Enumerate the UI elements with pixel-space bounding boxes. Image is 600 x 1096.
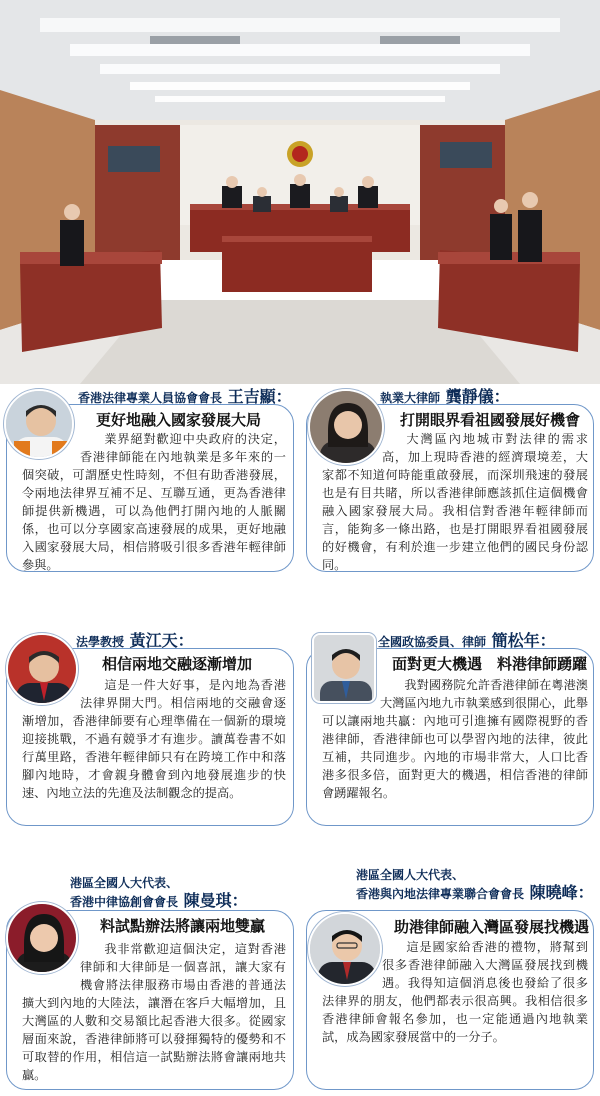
speaker-name: 陳曉峰： xyxy=(529,883,594,902)
quote-headline: 助港律師融入灣區發展找機遇 xyxy=(394,918,590,936)
quote-headline: 料試點辦法將讓兩地雙贏 xyxy=(100,917,266,935)
quote-headline: 打開眼界看祖國發展好機會 xyxy=(400,411,581,429)
avatar-wrap-spacer xyxy=(22,676,80,712)
speaker-header xyxy=(356,868,594,903)
avatar-wrap-spacer xyxy=(322,676,380,712)
quote-body: 我對國務院允許香港律師在粵港澳大灣區內地九市執業感到很開心，此舉可以讓兩地共贏：內地可引進擁有國際視野的香港律師，香港律師也可以學習內地的法律，彼此互補，共同進步。內地的市場非常大，人口比香港多很多倍，面對更大的機遇，相信香港的律師會踴躍報名。 xyxy=(322,678,588,800)
avatar-wrap-spacer xyxy=(22,940,80,994)
speaker-title-line1: 港區全國人大代表、 xyxy=(356,868,465,882)
speaker-title: 執業大律師 xyxy=(380,391,441,405)
quote-body: 大灣區內地城市對法律的需求高，加上現時香港的經濟環境差，大家都不知道何時能重啟發展，而深圳飛速的發展也是有目共睹，所以香港律師應該抓住這個機會融入國家發展大局。我相信對香港年輕律師而言，能夠多一條出路，也是打開眼界看祖國發展的好機會，有利於進一步建立他們的國民身份認同。 xyxy=(322,432,588,572)
quote-headline: 相信兩地交融逐漸增加 xyxy=(102,655,253,673)
courtroom-image xyxy=(0,0,600,384)
speaker-title: 香港中律協創會會長 xyxy=(70,895,179,909)
speaker-title-line1: 港區全國人大代表、 xyxy=(70,876,179,890)
avatar-wrap-spacer xyxy=(322,430,382,466)
speaker-header xyxy=(70,876,248,911)
speaker-header xyxy=(378,631,556,651)
quote-body: 我非常歡迎這個決定，這對香港律師和大律師是一個喜訊，讓大家有機會將法律服務市場由香港的普通法擴大到內地的大陸法，讓潛在客戶大幅增加，且大灣區的人數和交易額比起香港大很多。從國家層面來說，香港律師將可以發揮獨特的優勢和不可取替的作用，相信這一試點辦法將會讓兩地共贏。 xyxy=(22,942,286,1082)
speaker-title: 香港法律專業人員協會會長 xyxy=(78,391,223,405)
quote-body: 這是國家給香港的禮物，將幫到很多香港律師融入大灣區發展找到機遇。我得知這個消息後也發給了很多法律界的朋友，他們都表示很高興。我相信很多香港律師會報名參加，也一定能通過內地執業試，成為國家發展當中的一分子。 xyxy=(322,940,588,1044)
quote-body: 這是一件大好事，是內地為香港法律界開大門。相信兩地的交融會逐漸增加，香港律師要有心理準備在一個新的環境迎接挑戰，不過有競爭才有進步。讀萬卷書不如行萬里路，香港年輕律師只有在跨境工作中和落腳內地時，才會親身體會到內地發展進步的快速、內地立法的先進及法制觀念的提高。 xyxy=(22,678,286,800)
speaker-name: 簡松年： xyxy=(491,631,556,650)
speaker-name: 王吉顯： xyxy=(227,387,292,406)
speaker-name: 龔靜儀： xyxy=(445,387,510,406)
quote-headline: 更好地融入國家發展大局 xyxy=(96,411,262,429)
speaker-name: 陳曼琪： xyxy=(183,891,248,910)
quote-headline: 面對更大機遇 料港律師踴躍 xyxy=(392,655,588,673)
speaker-name: 黃江天： xyxy=(129,631,194,650)
quote-body: 業界絕對歡迎中央政府的決定，香港律師能在內地執業是多年來的一個突破，可謂歷史性時刻，不但有助香港發展，令兩地法律界互補不足、互聯互通，更為香港律師提供新機遇，可以為他們打開內地的人脈關係，也可以分享國家高速發展的成果，更好地融入國家發展大局，相信將吸引很多香港年輕律師參與。 xyxy=(22,432,286,572)
speaker-header xyxy=(380,387,510,407)
courtroom-photo xyxy=(0,0,600,384)
speaker-header xyxy=(78,387,292,407)
avatar-wrap-spacer xyxy=(22,430,80,466)
speaker-title: 法學教授 xyxy=(76,635,125,649)
avatar-wrap-spacer xyxy=(322,938,382,992)
speaker-title: 香港與內地法律專業聯合會會長 xyxy=(356,887,525,901)
speaker-title: 全國政協委員、律師 xyxy=(378,635,487,649)
speaker-header xyxy=(76,631,194,651)
